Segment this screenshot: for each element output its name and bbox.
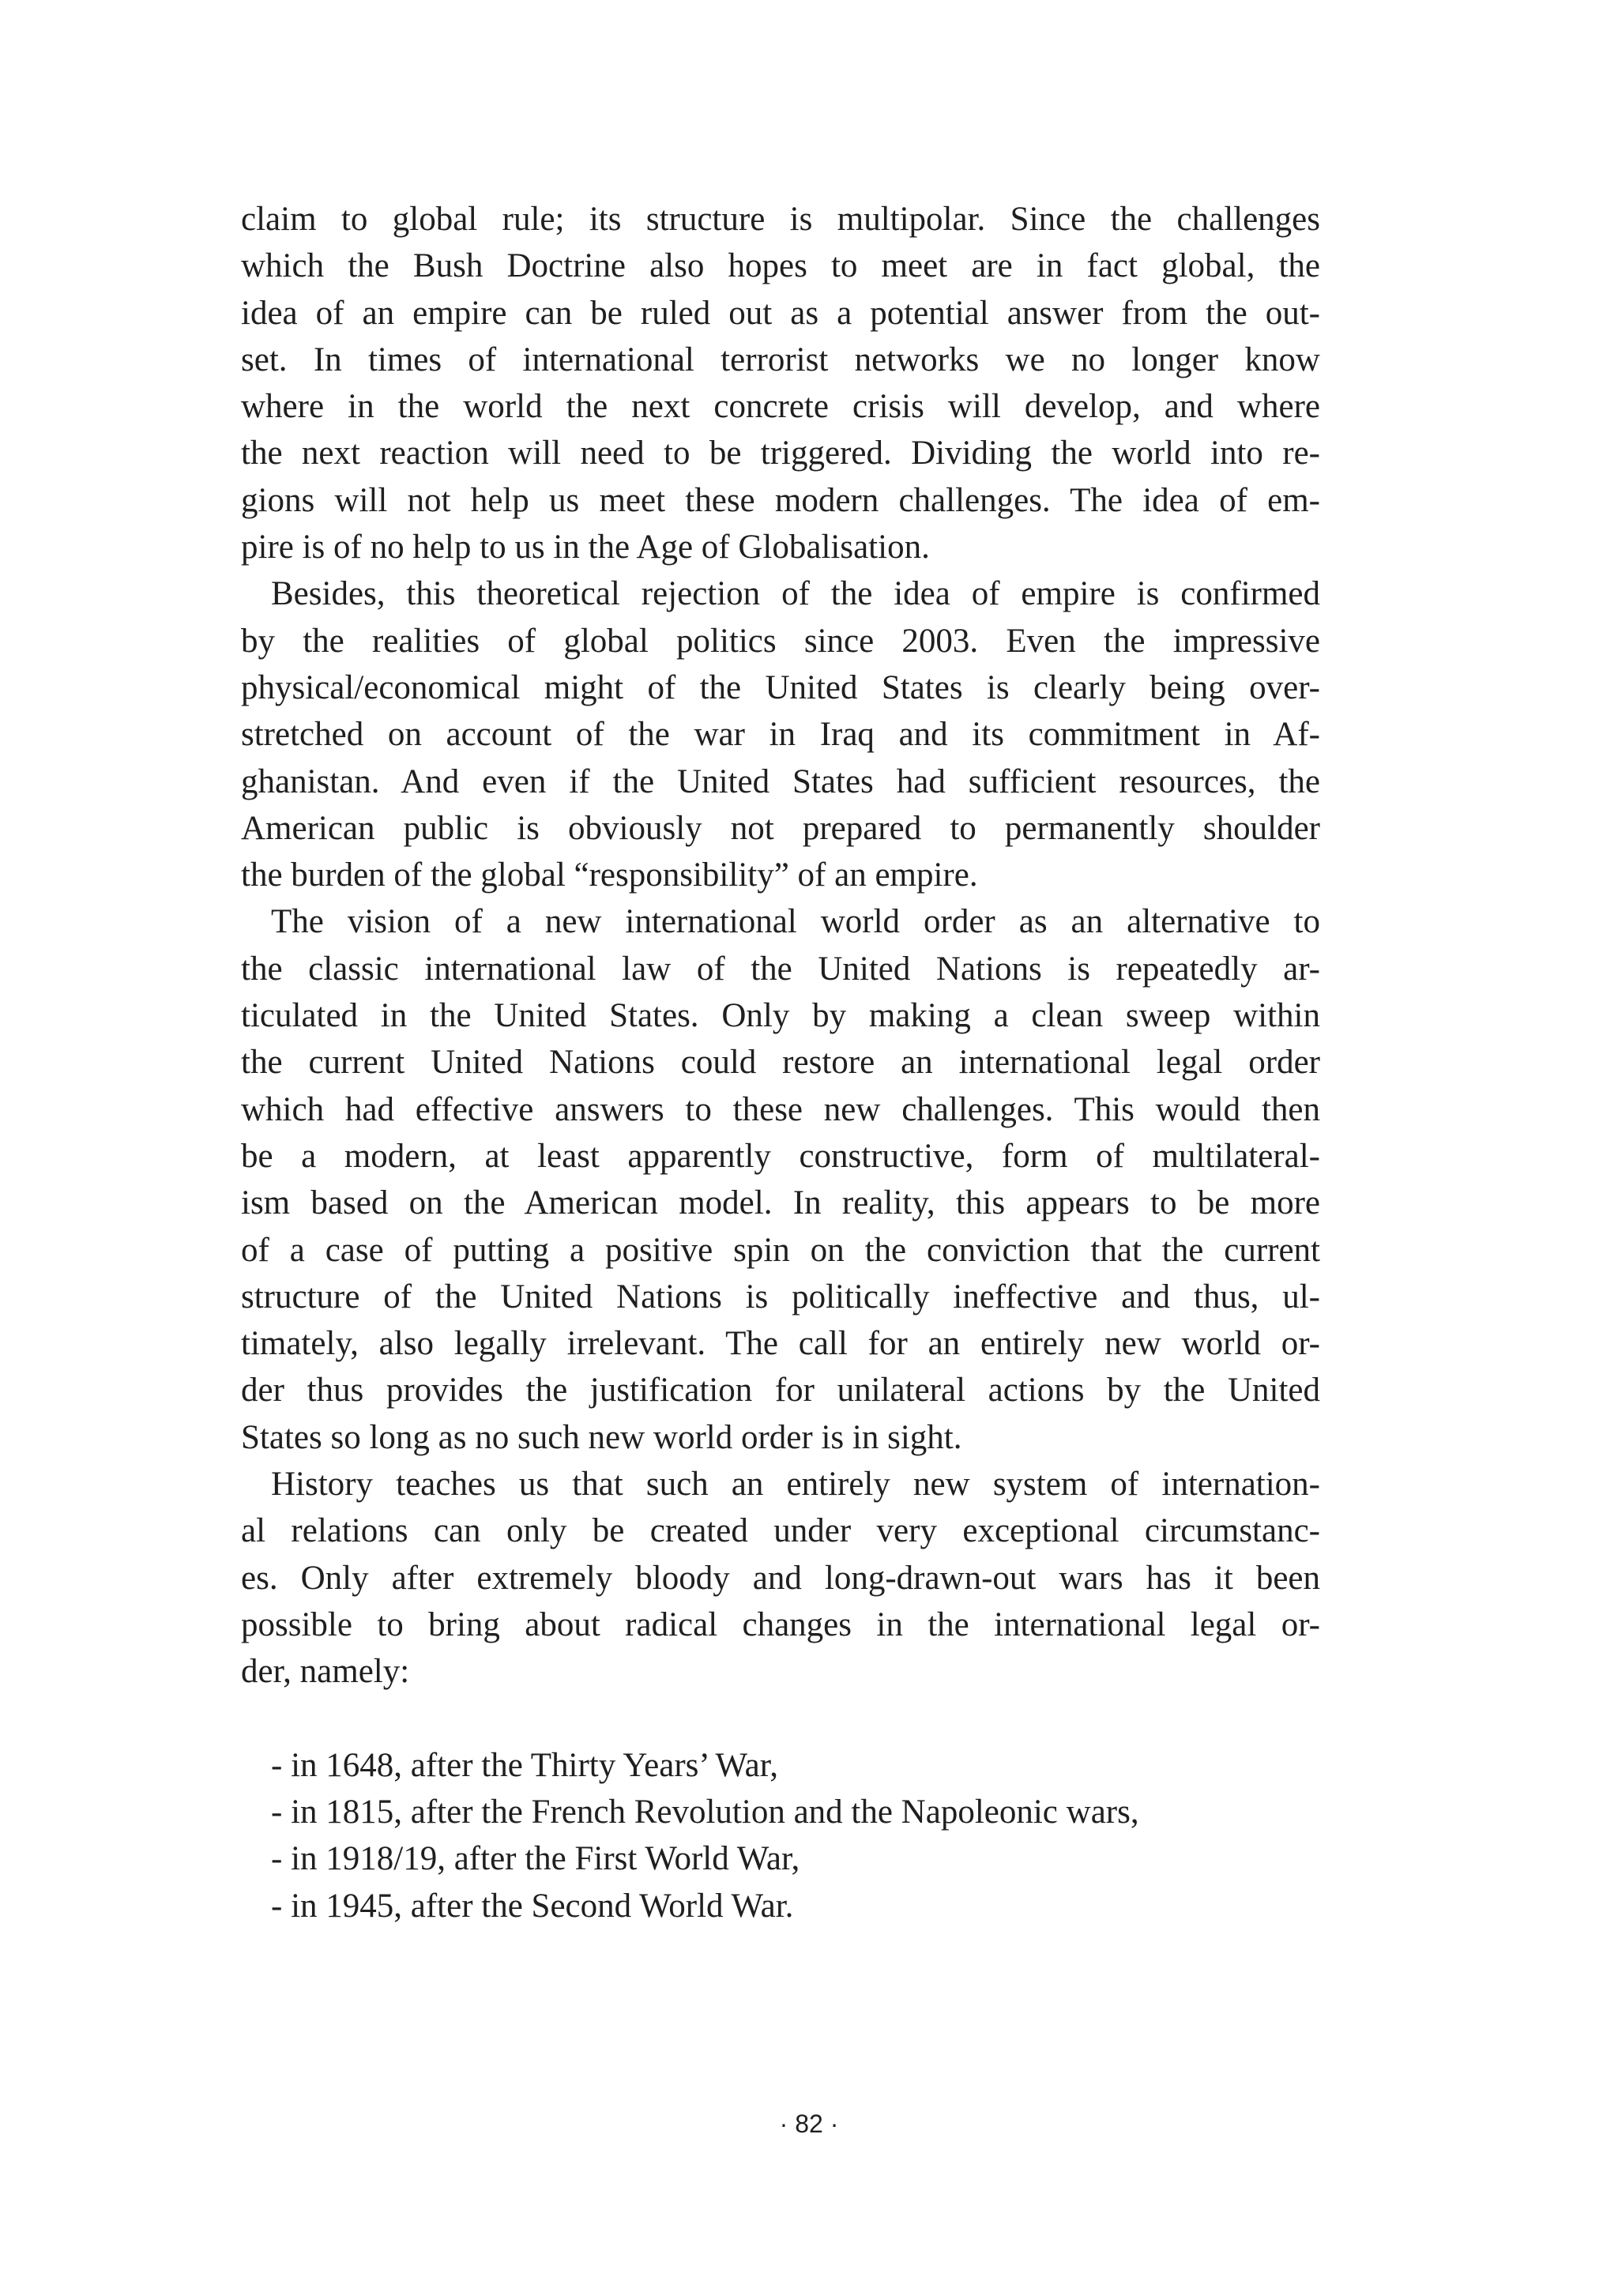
text-line: set. In times of international terrorist networks we no longer know	[241, 341, 1320, 378]
paragraph	[241, 570, 1320, 898]
text-line: physical/economical might of the United States is clearly being over-	[241, 668, 1320, 706]
paragraph	[241, 1461, 1320, 1695]
text-line: possible to bring about radical changes in the international legal or-	[241, 1605, 1320, 1643]
body-text	[241, 196, 1320, 1929]
text-line: pire is of no help to us in the Age of Globalisation.	[241, 529, 930, 566]
text-line: claim to global rule; its structure is multipolar. Since the challenges	[241, 201, 1320, 238]
text-line: of a case of putting a positive spin on the conviction that the current	[241, 1231, 1320, 1269]
text-line: der, namely:	[241, 1653, 410, 1691]
text-line: where in the world the next concrete crisis will develop, and where	[241, 388, 1320, 426]
text-line: the classic international law of the United Nations is repeatedly ar-	[241, 950, 1320, 988]
text-line: by the realities of global politics since 2003. Even the impressive	[241, 622, 1320, 660]
text-line: timately, also legally irrelevant. The call for an entirely new world or-	[241, 1325, 1320, 1363]
paragraph	[241, 196, 1320, 570]
text-line: American public is obviously not prepared to permanently shoulder	[241, 809, 1320, 847]
text-line: der thus provides the justification for unilateral actions by the United	[241, 1372, 1320, 1410]
text-line: structure of the United Nations is politically ineffective and thus, ul-	[241, 1278, 1320, 1315]
text-line: ism based on the American model. In reality, this appears to be more	[241, 1184, 1320, 1222]
paragraph	[241, 898, 1320, 1461]
text-line: al relations can only be created under very exceptional circumstanc-	[241, 1512, 1320, 1550]
text-line: which had effective answers to these new challenges. This would then	[241, 1090, 1320, 1128]
text-line: gions will not help us meet these modern challenges. The idea of em-	[241, 481, 1320, 519]
text-line: The vision of a new international world order as an alternative to	[271, 903, 1320, 941]
text-line: es. Only after extremely bloody and long-drawn-out wars has it been	[241, 1559, 1320, 1597]
text-line: be a modern, at least apparently constructive, form of multilateral-	[241, 1137, 1320, 1175]
text-line: History teaches us that such an entirely new system of internation-	[271, 1466, 1320, 1504]
text-line: which the Bush Doctrine also hopes to meet are in fact global, the	[241, 247, 1320, 285]
text-line: ghanistan. And even if the United States had sufficient resources, the	[241, 762, 1320, 800]
list-item: - in 1815, after the French Revolution and the Napoleonic wars,	[271, 1794, 1139, 1831]
text-line: ticulated in the United States. Only by making a clean sweep within	[241, 997, 1320, 1035]
list-item: - in 1945, after the Second World War.	[271, 1887, 794, 1925]
text-line: stretched on account of the war in Iraq and its commitment in Af-	[241, 716, 1320, 754]
text-line: idea of an empire can be ruled out as a potential answer from the out-	[241, 294, 1320, 332]
text-line: States so long as no such new world order is in sight.	[241, 1418, 962, 1456]
text-line: the current United Nations could restore an international legal order	[241, 1044, 1320, 1082]
list-item: - in 1918/19, after the First World War,	[271, 1840, 800, 1878]
list-spacer	[241, 1696, 1320, 1742]
page-number: · 82 ·	[779, 2110, 839, 2138]
text-line: the burden of the global “responsibility” of an empire.	[241, 856, 978, 894]
text-line: Besides, this theoretical rejection of the idea of empire is confirmed	[271, 575, 1320, 613]
event-list	[241, 1742, 1320, 1929]
list-item: - in 1648, after the Thirty Years’ War,	[271, 1746, 779, 1784]
text-line: the next reaction will need to be triggered. Dividing the world into re-	[241, 435, 1320, 472]
